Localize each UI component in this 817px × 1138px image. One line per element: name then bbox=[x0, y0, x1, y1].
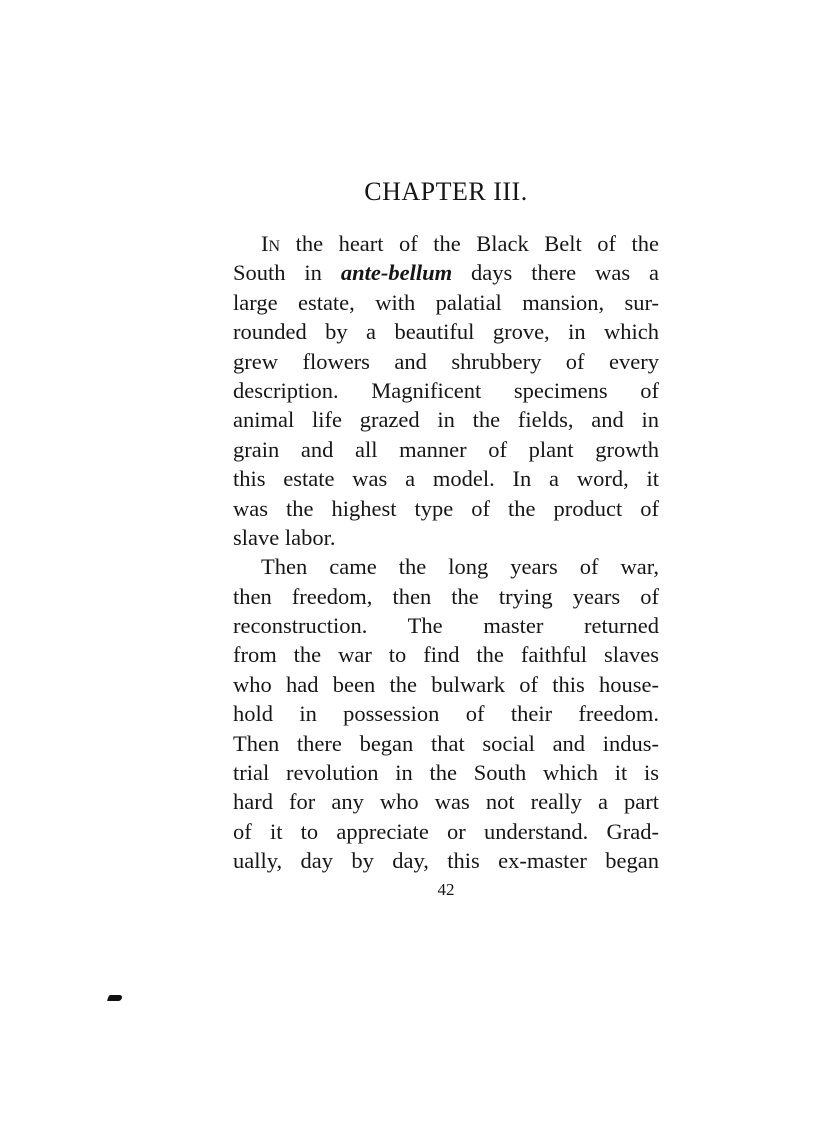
text-line bbox=[233, 258, 659, 287]
text-line: of it to appreciate or understand. Grad- bbox=[233, 818, 659, 844]
text-line: this estate was a model. In a word, it bbox=[233, 466, 659, 492]
text-line: description. Magnificent specimens of bbox=[233, 377, 659, 403]
chapter-body bbox=[233, 229, 659, 876]
text-line: Then there began that social and indus- bbox=[233, 730, 659, 756]
text-line: was the highest type of the product of bbox=[233, 495, 659, 521]
text-line: hard for any who was not really a part bbox=[233, 789, 659, 815]
text-line: then freedom, then the trying years of bbox=[233, 583, 659, 609]
text-line: who had been the bulwark of this house- bbox=[233, 671, 659, 697]
text-line: trial revolution in the South which it is bbox=[233, 760, 659, 786]
text-line: Then came the long years of war, bbox=[261, 554, 659, 580]
text-line bbox=[233, 229, 659, 258]
text-segment: days there was a bbox=[471, 260, 659, 286]
text-line: large estate, with palatial mansion, sur- bbox=[233, 289, 659, 315]
text-line: grain and all manner of plant growth bbox=[233, 436, 659, 462]
page-number: 42 bbox=[437, 880, 455, 899]
chapter-heading: CHAPTER III. bbox=[364, 177, 528, 206]
text-line: grew flowers and shrubbery of every bbox=[233, 348, 659, 374]
italic-term: ante-bellum bbox=[340, 260, 453, 286]
text-line: reconstruction. The master returned bbox=[233, 613, 659, 639]
text-segment: South in bbox=[233, 260, 322, 286]
text-line: ually, day by day, this ex-master began bbox=[233, 848, 659, 874]
paragraph-opening-word: In bbox=[261, 231, 281, 256]
text-line-rest: the heart of the Black Belt of the bbox=[295, 231, 659, 256]
text-line: animal life grazed in the fields, and in bbox=[233, 407, 659, 433]
text-line: rounded by a beautiful grove, in which bbox=[233, 319, 659, 345]
text-line: hold in possession of their freedom. bbox=[233, 701, 659, 727]
scan-artifact-mark bbox=[107, 995, 123, 1001]
text-line: slave labor. bbox=[233, 524, 336, 550]
text-line: from the war to find the faithful slaves bbox=[233, 642, 659, 668]
